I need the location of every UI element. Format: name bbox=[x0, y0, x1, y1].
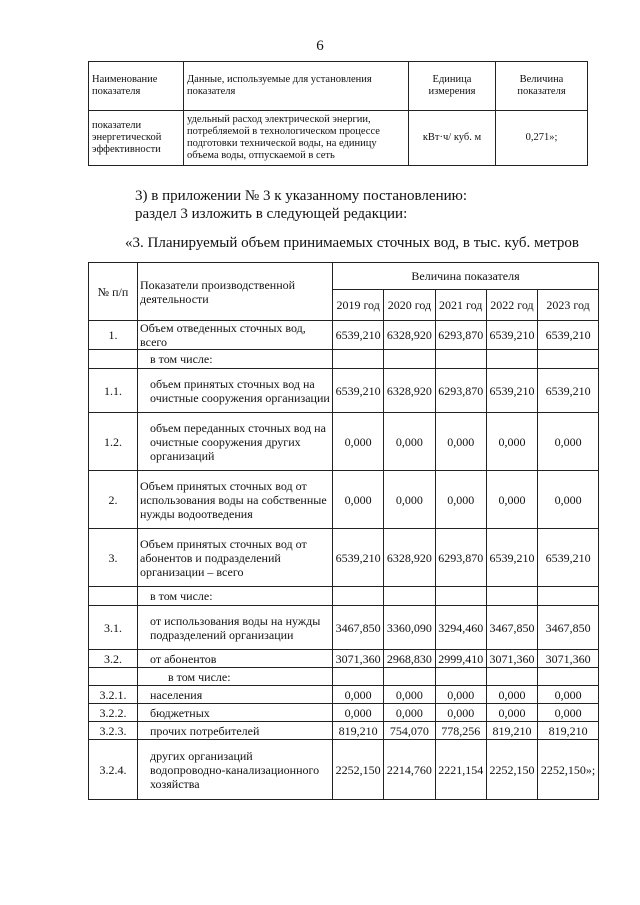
value-cell bbox=[538, 350, 599, 369]
value-cell: 2968,830 bbox=[384, 650, 435, 668]
value-cell bbox=[538, 668, 599, 686]
value-cell: 0,000 bbox=[333, 704, 384, 722]
value-cell: 6539,210 bbox=[538, 321, 599, 350]
value-cell: 6539,210 bbox=[486, 369, 537, 413]
value-cell: 0,000 bbox=[435, 471, 486, 529]
value-cell: 6328,920 bbox=[384, 369, 435, 413]
value-cell: 3071,360 bbox=[333, 650, 384, 668]
row-number bbox=[89, 350, 138, 369]
value-cell: 819,210 bbox=[538, 722, 599, 740]
row-indicator: населения bbox=[138, 686, 333, 704]
value-cell: 6328,920 bbox=[384, 529, 435, 587]
row-indicator: в том числе: bbox=[138, 587, 333, 606]
value-cell: 0,000 bbox=[486, 471, 537, 529]
value-cell: 6539,210 bbox=[538, 369, 599, 413]
row-indicator: прочих потребителей bbox=[138, 722, 333, 740]
indicator-name: показатели энергетической эффективности bbox=[89, 111, 184, 166]
value-cell: 2252,150»; bbox=[538, 740, 599, 800]
value-cell: 0,000 bbox=[435, 686, 486, 704]
value-cell: 6539,210 bbox=[486, 321, 537, 350]
value-cell: 3294,460 bbox=[435, 606, 486, 650]
row-number bbox=[89, 587, 138, 606]
table-row bbox=[89, 668, 599, 686]
value-cell: 0,000 bbox=[538, 413, 599, 471]
paragraph-line-1: 3) в приложении № 3 к указанному постановлению: bbox=[135, 188, 467, 204]
row-number: 3.1. bbox=[89, 606, 138, 650]
table-body bbox=[89, 321, 599, 800]
value-cell: 0,000 bbox=[538, 686, 599, 704]
value-cell: 0,000 bbox=[435, 704, 486, 722]
indicator-data: удельный расход электрической энергии, потребляемой в технологическом процессе подготовки технической воды, на единицу объема воды, отпускаемой в сеть bbox=[184, 111, 409, 166]
year-2021: 2021 год bbox=[435, 290, 486, 321]
table-row bbox=[89, 740, 599, 800]
value-cell: 6539,210 bbox=[486, 529, 537, 587]
row-indicator: Объем отведенных сточных вод, всего bbox=[138, 321, 333, 350]
row-indicator: Объем принятых сточных вод от абонентов и подразделений организации – всего bbox=[138, 529, 333, 587]
value-cell: 819,210 bbox=[333, 722, 384, 740]
table-row bbox=[89, 650, 599, 668]
value-cell: 0,000 bbox=[486, 704, 537, 722]
value-cell: 0,000 bbox=[384, 686, 435, 704]
value-cell: 0,000 bbox=[384, 413, 435, 471]
value-cell: 3467,850 bbox=[486, 606, 537, 650]
wastewater-volume-table bbox=[88, 262, 599, 800]
header-number: № п/п bbox=[89, 263, 138, 321]
row-number: 1. bbox=[89, 321, 138, 350]
header-data-used: Данные, используемые для установления показателя bbox=[184, 62, 409, 111]
table-row bbox=[89, 350, 599, 369]
value-cell bbox=[384, 587, 435, 606]
row-indicator: Объем принятых сточных вод от использования воды на собственные нужды водоотведения bbox=[138, 471, 333, 529]
value-cell: 6539,210 bbox=[333, 369, 384, 413]
value-cell: 0,000 bbox=[486, 413, 537, 471]
row-number: 3.2. bbox=[89, 650, 138, 668]
row-number: 2. bbox=[89, 471, 138, 529]
value-cell: 0,000 bbox=[384, 704, 435, 722]
value-cell: 0,000 bbox=[333, 686, 384, 704]
table-row bbox=[89, 722, 599, 740]
table-row bbox=[89, 704, 599, 722]
value-cell: 3467,850 bbox=[538, 606, 599, 650]
row-indicator: в том числе: bbox=[138, 668, 333, 686]
value-cell bbox=[435, 587, 486, 606]
year-2023: 2023 год bbox=[538, 290, 599, 321]
table-row bbox=[89, 471, 599, 529]
value-cell: 2221,154 bbox=[435, 740, 486, 800]
table-row bbox=[89, 587, 599, 606]
value-cell: 2999,410 bbox=[435, 650, 486, 668]
table-header-row bbox=[89, 62, 588, 111]
row-number: 3.2.1. bbox=[89, 686, 138, 704]
value-cell bbox=[384, 350, 435, 369]
row-indicator: бюджетных bbox=[138, 704, 333, 722]
header-value: Величина показателя bbox=[496, 62, 588, 111]
paragraph-line-2: раздел 3 изложить в следующей редакции: bbox=[135, 206, 408, 222]
value-cell bbox=[486, 668, 537, 686]
table-row bbox=[89, 321, 599, 350]
row-indicator: других организаций водопроводно-канализационного хозяйства bbox=[138, 740, 333, 800]
row-indicator: в том числе: bbox=[138, 350, 333, 369]
value-cell: 0,000 bbox=[435, 413, 486, 471]
table-row bbox=[89, 606, 599, 650]
row-indicator: от использования воды на нужды подразделений организации bbox=[138, 606, 333, 650]
value-cell: 778,256 bbox=[435, 722, 486, 740]
value-cell: 3071,360 bbox=[538, 650, 599, 668]
value-cell: 2252,150 bbox=[333, 740, 384, 800]
table-row bbox=[89, 686, 599, 704]
table-row bbox=[89, 413, 599, 471]
value-cell: 6539,210 bbox=[538, 529, 599, 587]
value-cell: 6328,920 bbox=[384, 321, 435, 350]
row-number: 3. bbox=[89, 529, 138, 587]
value-cell: 0,000 bbox=[333, 471, 384, 529]
value-cell bbox=[538, 587, 599, 606]
indicator-unit: кВт·ч/ куб. м bbox=[409, 111, 496, 166]
header-unit: Единица измерения bbox=[409, 62, 496, 111]
page-number: 6 bbox=[316, 38, 324, 54]
row-number bbox=[89, 668, 138, 686]
value-cell: 819,210 bbox=[486, 722, 537, 740]
value-cell: 0,000 bbox=[538, 471, 599, 529]
row-indicator: объем переданных сточных вод на очистные сооружения других организаций bbox=[138, 413, 333, 471]
value-cell: 754,070 bbox=[384, 722, 435, 740]
value-cell bbox=[384, 668, 435, 686]
year-2020: 2020 год bbox=[384, 290, 435, 321]
table-row bbox=[89, 529, 599, 587]
section-heading: «3. Планируемый объем принимаемых сточных вод, в тыс. куб. метров bbox=[125, 235, 579, 251]
value-cell: 6539,210 bbox=[333, 529, 384, 587]
value-cell: 2252,150 bbox=[486, 740, 537, 800]
value-cell bbox=[333, 350, 384, 369]
value-cell: 0,000 bbox=[333, 413, 384, 471]
value-cell: 6293,870 bbox=[435, 321, 486, 350]
year-2019: 2019 год bbox=[333, 290, 384, 321]
value-cell bbox=[333, 587, 384, 606]
table-row bbox=[89, 111, 588, 166]
value-cell: 3071,360 bbox=[486, 650, 537, 668]
value-cell: 3467,850 bbox=[333, 606, 384, 650]
table-header-row bbox=[89, 263, 599, 290]
value-cell: 2214,760 bbox=[384, 740, 435, 800]
row-number: 3.2.4. bbox=[89, 740, 138, 800]
value-cell: 0,000 bbox=[538, 704, 599, 722]
value-cell: 0,000 bbox=[486, 686, 537, 704]
header-values: Величина показателя bbox=[333, 263, 599, 290]
value-cell bbox=[486, 350, 537, 369]
year-2022: 2022 год bbox=[486, 290, 537, 321]
value-cell bbox=[333, 668, 384, 686]
value-cell: 6293,870 bbox=[435, 529, 486, 587]
energy-indicator-table bbox=[88, 61, 588, 166]
value-cell: 0,000 bbox=[384, 471, 435, 529]
row-number: 1.2. bbox=[89, 413, 138, 471]
row-number: 3.2.3. bbox=[89, 722, 138, 740]
row-number: 1.1. bbox=[89, 369, 138, 413]
table-row bbox=[89, 369, 599, 413]
row-indicator: от абонентов bbox=[138, 650, 333, 668]
row-number: 3.2.2. bbox=[89, 704, 138, 722]
value-cell: 6539,210 bbox=[333, 321, 384, 350]
indicator-value: 0,271»; bbox=[496, 111, 588, 166]
header-indicator: Показатели производственной деятельности bbox=[138, 263, 333, 321]
header-indicator-name: Наименование показателя bbox=[89, 62, 184, 111]
value-cell bbox=[435, 350, 486, 369]
value-cell bbox=[486, 587, 537, 606]
value-cell: 6293,870 bbox=[435, 369, 486, 413]
value-cell: 3360,090 bbox=[384, 606, 435, 650]
row-indicator: объем принятых сточных вод на очистные сооружения организации bbox=[138, 369, 333, 413]
value-cell bbox=[435, 668, 486, 686]
